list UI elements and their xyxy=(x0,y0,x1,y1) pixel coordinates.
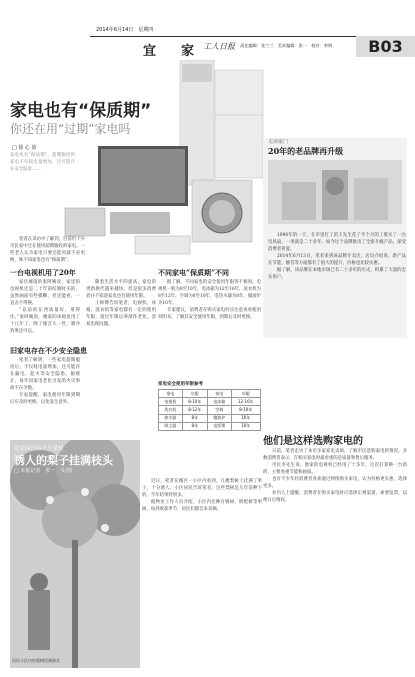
lead-title: 家电也有“保质期” xyxy=(10,101,152,121)
left-body-2 xyxy=(10,357,80,406)
table-cell: 热水器 xyxy=(159,414,183,422)
table-row xyxy=(159,406,261,414)
body-paragraph: 2014年6月13日，笔者来到该品牌专卖店，店员介绍说，新产品在节能、静音等方面都有了很大的提升，价格也比较实惠。 xyxy=(268,254,406,266)
body-paragraph: 业内人士提醒，消费者在购买家电时应选择正规渠道，索要发票，以便日后维权。 xyxy=(263,491,407,503)
body-paragraph: 也有不少年轻消费者喜欢通过网络购买家电，认为价格更实惠，选择更多。 xyxy=(263,477,407,489)
table-cell: 8-10年 xyxy=(182,398,207,406)
body-paragraph: 家住城南的张阿姨说，家里的电视机还是二十年前结婚时买的，虽然画面有些模糊，但还能看，一直舍不得换。 xyxy=(10,280,80,306)
table-cell: 空调 xyxy=(207,406,231,414)
lead-byline: □ 徐 心 韵 xyxy=(12,145,37,151)
section-title: 宜 家 xyxy=(143,44,201,59)
body-paragraph: 专家提醒，家电使用年限到期后应及时更换，以免发生意外。 xyxy=(10,393,80,405)
issue-date: 2014年6月14日 星期四 xyxy=(96,27,154,33)
pear-tree-photo xyxy=(10,440,140,668)
feature-title: 20年的老品牌再升级 xyxy=(268,146,344,156)
table-row xyxy=(159,398,261,406)
left-intro xyxy=(10,236,85,264)
table-header-row xyxy=(159,390,261,398)
right-bottom-heading: 他们是这样选购家电的 xyxy=(263,436,363,447)
body-paragraph: 市民李先生说，他家的电视机已经用了十多年，这次打算换一台新的，主要看重节能和画质。 xyxy=(263,463,407,475)
feature-overline: 走读家门 xyxy=(268,139,289,145)
bottom-title: 诱人的梨子挂满枝头 xyxy=(14,454,113,467)
middle-heading-3: 不同家电“保质期”不同 xyxy=(158,268,230,277)
bottom-overline: 爱家园内有不少果树 xyxy=(14,446,64,452)
lead-subtitle: 你还在用“过期”家电吗 xyxy=(10,122,131,136)
table-header-cell: 年限 xyxy=(231,390,260,398)
feature-photo xyxy=(268,160,402,224)
table-cell: 电饭煲 xyxy=(207,422,231,430)
table-row xyxy=(159,414,261,422)
left-body-1 xyxy=(10,279,80,335)
body-paragraph: 专家建议，消费者在购买家电时应注意查看使用说明书，了解其安全使用年限，到期后及时更换。 xyxy=(158,308,261,320)
table-header-cell: 家电 xyxy=(159,390,183,398)
newspaper-logo: 工人日报 xyxy=(203,42,235,51)
table-cell: 洗衣机 xyxy=(159,406,183,414)
page-number: B03 xyxy=(356,36,415,57)
left-heading-2: 旧家电存在不少安全隐患 xyxy=(10,346,87,355)
table-cell: 8年 xyxy=(182,422,207,430)
body-paragraph: 1990年的一天，在市里打工的王先生花了半个月的工资买了一台电风扇，一用就是二十多年。如今这个品牌推出了全新升级产品，深受消费者喜爱。 xyxy=(268,233,406,252)
body-paragraph: 日前，笔者走访了本市多家家电卖场，了解市民选购家电的情况。多数消费者表示，在购买家电时最看重的是质量和售后服务。 xyxy=(263,449,407,461)
body-paragraph: 笔者了解到，一些家电超期服役后，不仅耗电量增加，还可能存在漏电、起火等安全隐患。据统计，每年因家电老化引发的火灾事故不在少数。 xyxy=(10,358,80,391)
photo-caption: 居民小区内的梨树挂满果实 xyxy=(12,658,60,663)
table-title: 家电安全使用年限参考 xyxy=(158,382,203,387)
editor-credits: 责任编辑：张兰兰 美术编辑：张一 校对：李明 xyxy=(240,43,333,48)
bottom-body xyxy=(142,478,262,513)
table-header-cell: 家电 xyxy=(207,390,231,398)
table-header-cell: 年限 xyxy=(182,390,207,398)
body-paragraph: 据了解，该品牌在本地市场已有二十多年的历史，积累了大量的忠实用户。 xyxy=(268,268,406,280)
table-row xyxy=(159,422,261,430)
table-cell: 吸尘器 xyxy=(159,422,183,430)
table-cell: 8-12年 xyxy=(182,406,207,414)
body-paragraph: 王师傅告诉笔者，电视机、冰箱、洗衣机等家电都有一定的使用年限，超过年限后零部件老化，容易出现问题。 xyxy=(86,301,156,327)
body-paragraph: “以前的东西质量好，用得住。”张阿姨说，她家的冰箱也用了十几年了，除了噪音大一些，制冷效果还可以。 xyxy=(10,308,80,334)
body-paragraph: 据物业工作人员介绍，小区内还种有桃树、枇杷树等果树，每到收获季节，居民们都会来采摘。 xyxy=(142,500,262,512)
middle-body-1 xyxy=(86,279,156,328)
intro-paragraph: 笔者在采访中了解到，目前仍不少市民家中还在使用超期服役的家电。一些老人认为家电只要还能用就不必更换，殊不知家电也有“保质期”。 xyxy=(10,237,85,263)
right-bottom-body xyxy=(263,448,407,504)
lifespan-table xyxy=(158,389,261,431)
table-cell: 电冰箱 xyxy=(207,398,231,406)
body-paragraph: 近日，笔者在城区一小区内看到，几棵梨树上挂满了果子，十分诱人。小区居民告诉笔者，这些梨树是几年前种下的，今年结果特别多。 xyxy=(142,479,262,498)
body-paragraph: 据了解，不同家电的安全使用年限各不相同。电视机一般为8至10年，电冰箱为12至16年，洗衣机为8至12年，空调为8至10年，电热水器为8年，微波炉为10年。 xyxy=(158,280,261,306)
left-heading-1: 一台电视机用了20年 xyxy=(10,268,76,277)
pull-quote: 家电也有“保质期”，超期服役的家电不仅耗电量增加，还可能存在安全隐患…… xyxy=(10,153,75,172)
table-cell: 12-16年 xyxy=(231,398,260,406)
table-cell: 10年 xyxy=(231,422,260,430)
bottom-byline: □ 本报记者 张一 文/图 xyxy=(14,468,72,474)
table-cell: 8年 xyxy=(182,414,207,422)
body-paragraph: 随着生活水平的提高，家电的更新换代越来越快。但是很多消费者并不知道家电也有使用年限。 xyxy=(86,280,156,299)
table-cell: 微波炉 xyxy=(207,414,231,422)
table-cell: 10年 xyxy=(231,414,260,422)
table-cell: 电视机 xyxy=(159,398,183,406)
table-cell: 8-10年 xyxy=(231,406,260,414)
feature-body xyxy=(268,232,406,281)
middle-body-3 xyxy=(158,279,261,321)
